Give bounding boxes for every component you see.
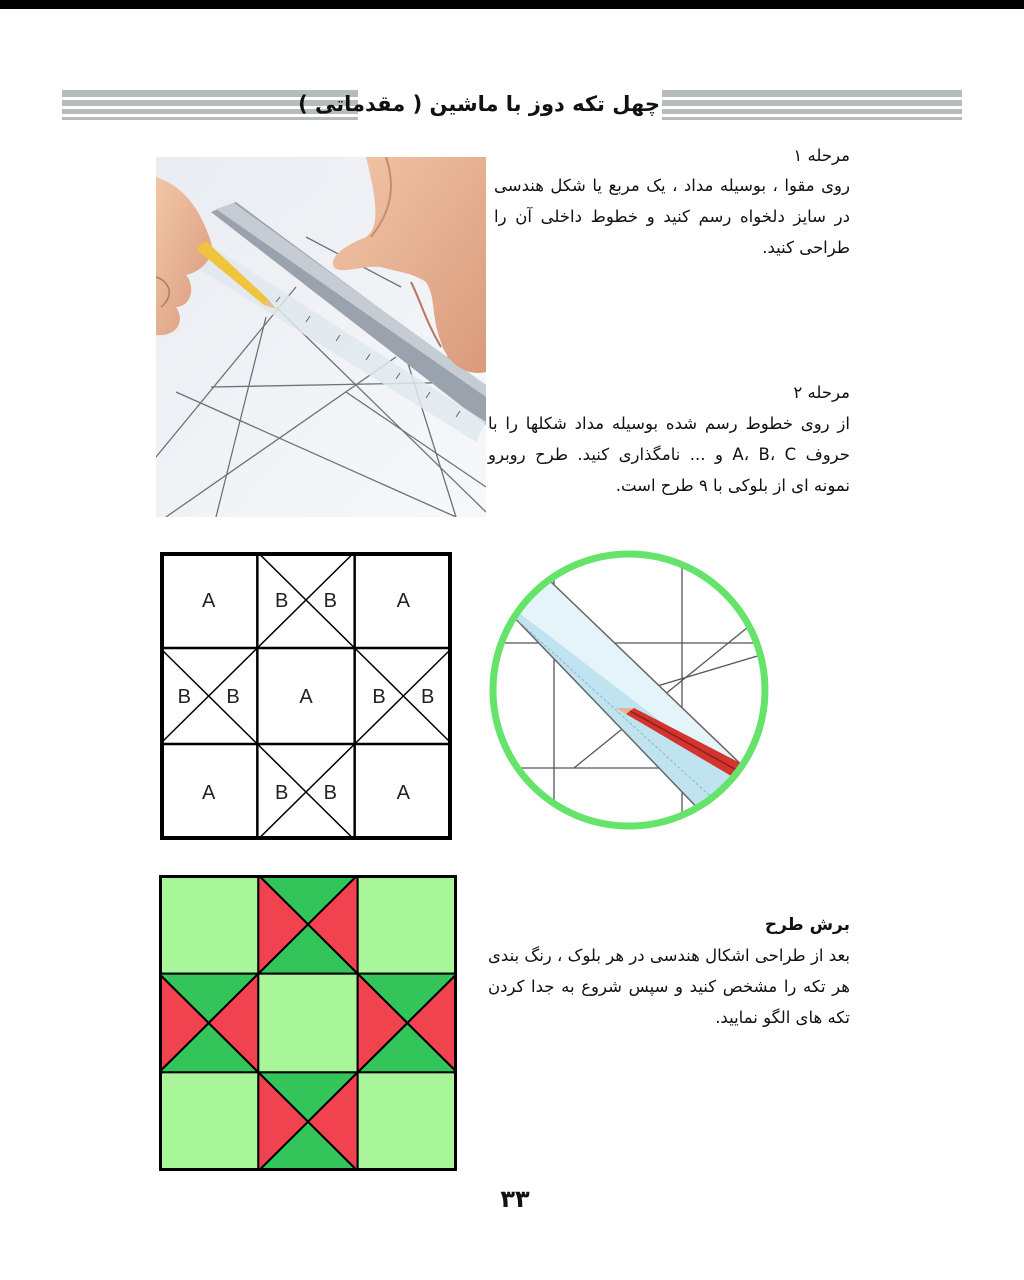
drawing-with-ruler-photo: [156, 157, 486, 517]
ruler-closeup-illustration: [484, 546, 774, 834]
diagram-cell-label: B: [274, 590, 289, 612]
block-square-piece: [159, 875, 258, 974]
diagram-cell-label: A: [201, 782, 216, 804]
step1-text: روی مقوا ، بوسیله مداد ، یک مربع یا شکل هندسی در سایز دلخواه رسم کنید و خطوط داخلی آن را طراحی کنید.: [494, 176, 850, 257]
diagram-cell-label: B: [420, 686, 435, 708]
diagram-cell-label: B: [323, 590, 338, 612]
step1-label: مرحله ۱: [793, 146, 850, 165]
cut-heading: برش طرح: [764, 915, 850, 935]
top-edge-bar: [0, 0, 1024, 9]
diagram-cell-label: A: [201, 590, 216, 612]
diagram-cell-label: B: [274, 782, 289, 804]
step2-text: از روی خطوط رسم شده بوسیله مداد شکلها را با حروف A، B، C و ... نامگذاری کنید. طرح روبرو نمونه ای از بلوکی با ۹ طرح است.: [488, 414, 850, 495]
diagram-cell-label: A: [396, 590, 411, 612]
header-decoration-right: [662, 88, 962, 122]
page-title: چهل تکه دوز با ماشین ( مقدماتی ): [298, 92, 660, 116]
diagram-cell-label: B: [372, 686, 386, 708]
diagram-cell-label: A: [396, 782, 411, 804]
step2-label: مرحله ۲: [793, 383, 850, 402]
page-number: ۳۳: [500, 1185, 530, 1213]
diagram-cell-label: B: [226, 686, 240, 708]
diagram-cell-label: A: [299, 686, 313, 708]
block-square-piece: [358, 1072, 457, 1171]
diagram-cell-label: B: [177, 686, 192, 708]
cut-text: بعد از طراحی اشکال هندسی در هر بلوک ، رنگ بندی هر تکه را مشخص کنید و سپس شروع به جدا کردن تکه های الگو نمایید.: [488, 946, 850, 1027]
colored-block-pattern: [159, 875, 457, 1171]
block-square-piece: [159, 1072, 258, 1171]
diagram-cell-label: B: [323, 782, 338, 804]
block-layout-diagram: [160, 552, 452, 840]
block-square-piece: [258, 974, 357, 1073]
block-square-piece: [358, 875, 457, 974]
